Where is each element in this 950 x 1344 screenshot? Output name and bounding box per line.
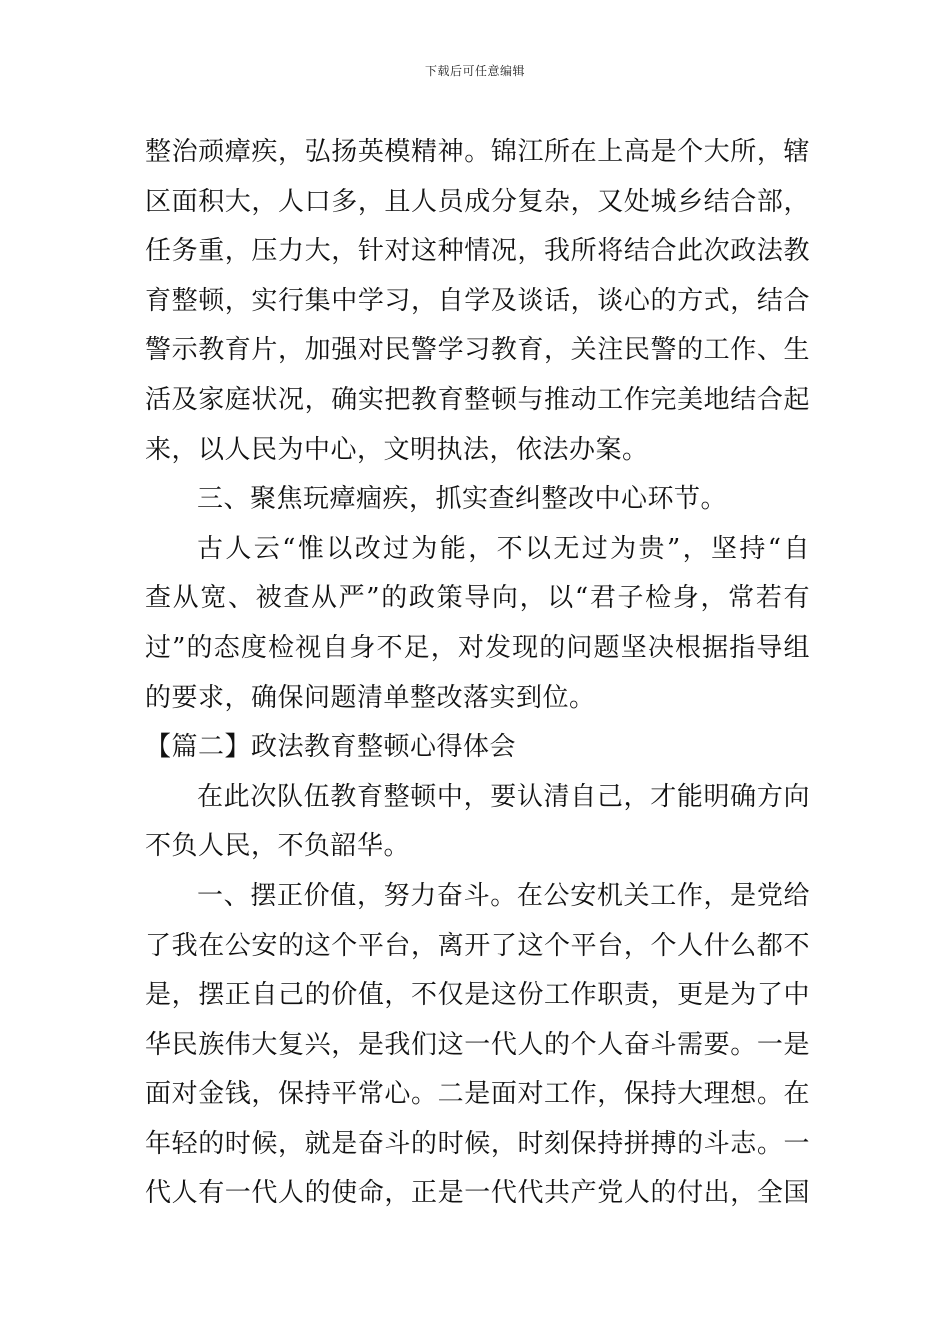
- body-line: 育整顿，实行集中学习，自学及谈话，谈心的方式，结合: [145, 285, 810, 316]
- body-line: 过”的态度检视自身不足，对发现的问题坚决根据指导组: [145, 632, 810, 663]
- body-line: 年轻的时候，就是奋斗的时候，时刻保持拼搏的斗志。一: [145, 1128, 810, 1159]
- article-title: 【篇二】政法教育整顿心得体会: [145, 732, 517, 763]
- body-line: 查从宽、被查从严”的政策导向，以“君子检身，常若有: [145, 583, 810, 614]
- document-body: [145, 128, 810, 1219]
- body-line: 活及家庭状况，确实把教育整顿与推动工作完美地结合起: [145, 384, 810, 415]
- body-line: 整治顽瘴疾，弘扬英模精神。锦江所在上高是个大所，辖: [145, 137, 810, 167]
- body-line: 区面积大，人口多，且人员成分复杂，又处城乡结合部，: [145, 186, 810, 217]
- body-line: 是，摆正自己的价值，不仅是这份工作职责，更是为了中: [145, 980, 810, 1011]
- body-line: 任务重，压力大，针对这种情况，我所将结合此次政法教: [145, 236, 810, 267]
- body-line: 来，以人民为中心，文明执法，依法办案。: [145, 434, 649, 465]
- body-line: 警示教育片，加强对民警学习教育，关注民警的工作、生: [145, 335, 810, 366]
- body-line: 古人云“惟以改过为能，不以无过为贵”，坚持“自: [197, 533, 810, 564]
- body-line: 了我在公安的这个平台，离开了这个平台，个人什么都不: [145, 930, 810, 961]
- body-line: 代人有一代人的使命，正是一代代共产党人的付出，全国: [145, 1178, 810, 1209]
- body-line: 的要求，确保问题清单整改落实到位。: [145, 682, 596, 713]
- body-line: 华民族伟大复兴，是我们这一代人的个人奋斗需要。一是: [145, 1029, 810, 1060]
- body-line: 在此次队伍教育整顿中，要认清自己，才能明确方向: [197, 781, 810, 812]
- body-line: 不负人民，不负韶华。: [145, 831, 411, 862]
- page-header: 下载后可任意编辑: [424, 64, 525, 78]
- section-heading: 三、聚焦玩瘴痼疾，抓实查纠整改中心环节。: [197, 484, 728, 515]
- body-line: 一、摆正价值，努力奋斗。在公安机关工作，是党给: [197, 880, 810, 911]
- body-line: 面对金钱，保持平常心。二是面对工作，保持大理想。在: [145, 1079, 810, 1110]
